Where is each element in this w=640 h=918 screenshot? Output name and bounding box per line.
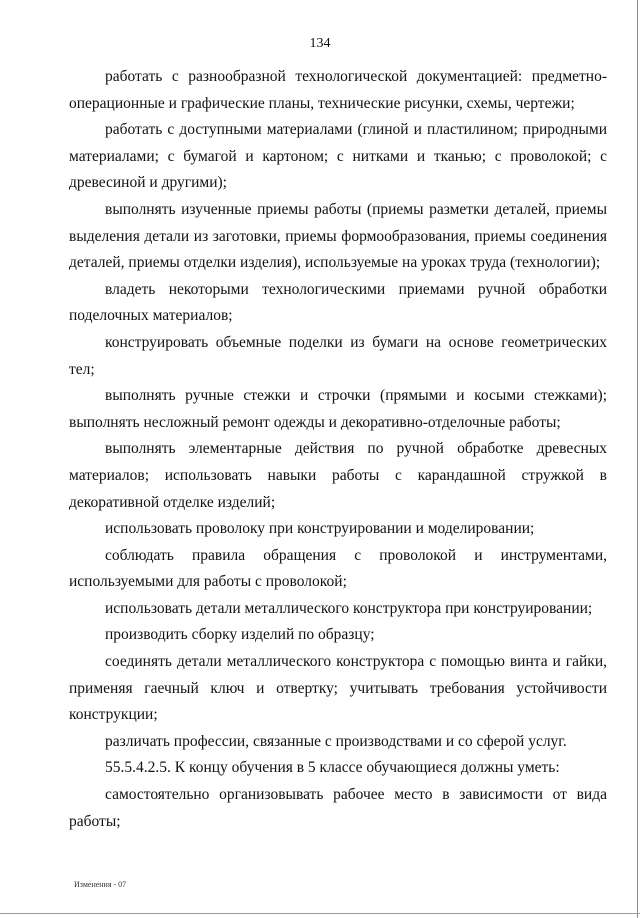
paragraph: различать профессии, связанные с производствами и со сферой услуг.	[105, 732, 567, 750]
section-heading-paragraph: 55.5.4.2.5. К концу обучения в 5 классе обучающиеся должны уметь:	[105, 759, 560, 777]
paragraph: соблюдать правила обращения с проволокой и инструментами, используемыми для работы с проволокой;	[69, 546, 607, 591]
paragraph: самостоятельно организовывать рабочее место в зависимости от вида работы;	[69, 786, 607, 830]
page-edge-bottom	[0, 913, 640, 914]
page-number: 134	[309, 36, 331, 51]
paragraph: соединять детали металлического конструктора с помощью винта и гайки, применяя гаечный ключ и отвертку; учитывать требования устойчивости конструкции;	[69, 653, 607, 724]
paragraph: владеть некоторыми технологическими приемами ручной обработки поделочных материалов;	[69, 280, 607, 325]
paragraph: работать с доступными материалами (глиной и пластилином; природными материалами; с бумагой и картоном; с нитками и тканью; с проволокой; с древесиной и другими);	[69, 121, 607, 192]
paragraph: производить сборку изделий по образцу;	[105, 626, 375, 644]
paragraph: выполнять элементарные действия по ручной обработке древесных материалов; использовать навыки работы с карандашной стружкой в декоративной отделке изделий;	[69, 440, 607, 511]
page-edge-right	[637, 0, 638, 918]
paragraph: выполнять изученные приемы работы (приемы разметки деталей, приемы выделения детали из заготовки, приемы формообразования, приемы соединения деталей, приемы отделки изделия), используемые на уроках труда (технологии);	[69, 200, 607, 272]
paragraph: работать с разнообразной технологической документацией: предметно-операционные и графические планы, технические рисунки, схемы, чертежи;	[69, 68, 607, 112]
paragraph: выполнять ручные стежки и строчки (прямыми и косыми стежками); выполнять несложный ремонт одежды и декоративно-отделочные работы;	[69, 387, 607, 431]
paragraph: использовать детали металлического конструктора при конструировании;	[105, 599, 593, 617]
footer-note: Изменения - 07	[74, 880, 127, 889]
paragraph: использовать проволоку при конструировании и моделировании;	[105, 520, 535, 538]
body-text	[69, 64, 607, 835]
paragraph: конструировать объемные поделки из бумаги на основе геометрических тел;	[69, 333, 607, 378]
